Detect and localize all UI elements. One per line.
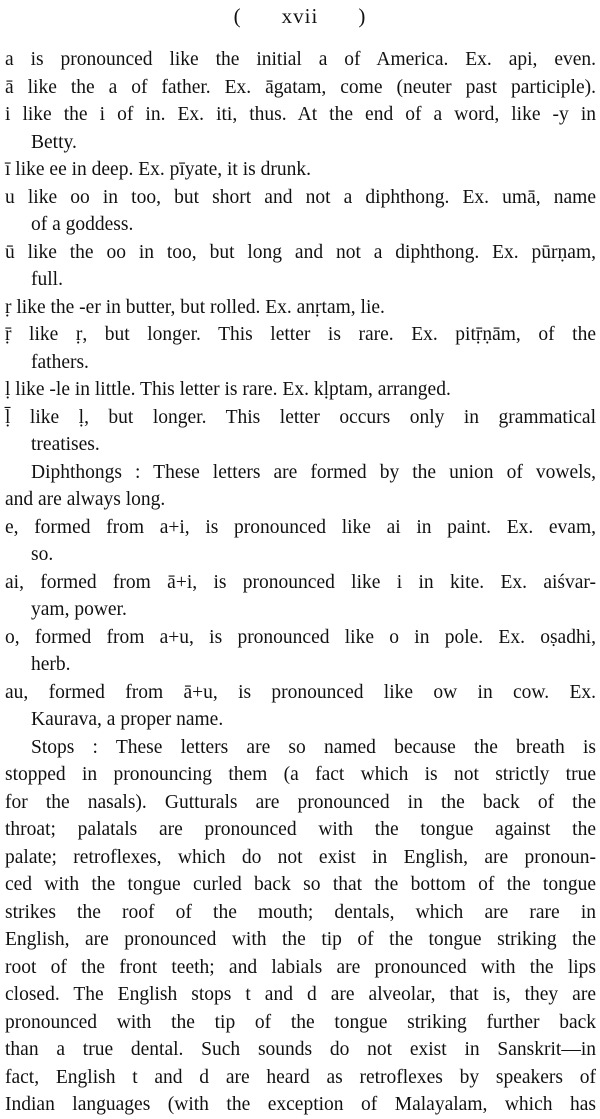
text-line: treatises. xyxy=(31,434,100,455)
text-line: strikes the roof of the mouth; dentals, which are rare in xyxy=(5,901,596,923)
text-line: Kaurava, a proper name. xyxy=(31,709,224,730)
text-line: ū like the oo in too, but long and not a diphthong. Ex. pūrṇam, xyxy=(5,241,596,263)
text-line: pronounced with the tip of the tongue striking further back xyxy=(5,1011,596,1033)
text-line: ī like ee in deep. Ex. pīyate, it is drunk. xyxy=(5,159,311,180)
text-line: yam, power. xyxy=(31,599,127,620)
text-line: Betty. xyxy=(31,131,77,153)
text-line: English, are pronounced with the tip of the tongue striking the xyxy=(5,929,596,950)
text-line: ḷ like -le in little. This letter is rare. Ex. kḷptam, arranged. xyxy=(5,379,451,400)
text-line: Diphthongs : These letters are formed by the union of vowels, xyxy=(31,461,596,483)
text-line: ṝ like ṛ, but longer. This letter is rare. Ex. pitṝṇām, of the xyxy=(5,324,596,345)
text-line: and are always long. xyxy=(5,489,166,510)
text-line: for the nasals). Gutturals are pronounced in the back of the xyxy=(5,791,596,813)
text-line: fathers. xyxy=(31,351,89,373)
text-line: ṛ like the -er in butter, but rolled. Ex. anṛtam, lie. xyxy=(5,296,385,318)
text-line: than a true dental. Such sounds do not exist in Sanskrit—in xyxy=(5,1039,596,1060)
text-line: closed. The English stops t and d are alveolar, that is, they are xyxy=(5,984,596,1005)
text-line: ā like the a of father. Ex. āgatam, come (neuter past participle). xyxy=(5,76,596,98)
text-line: fact, English t and d are heard as retroflexes by speakers of xyxy=(5,1066,596,1088)
text-line: stopped in pronouncing them (a fact which is not strictly true xyxy=(5,764,596,785)
text-line: ai, formed from ā+i, is pronounced like i in kite. Ex. aiśvar- xyxy=(5,571,596,593)
text-line: ḹ like ḷ, but longer. This letter occurs only in grammatical xyxy=(5,406,596,428)
text-line: herb. xyxy=(31,654,71,675)
text-line: root of the front teeth; and labials are pronounced with the lips xyxy=(5,956,596,978)
text-line: so. xyxy=(31,544,54,565)
text-line: Indian languages (with the exception of Malayalam, which has xyxy=(5,1094,596,1115)
text-line: throat; palatals are pronounced with the tongue against the xyxy=(5,819,596,840)
close-paren: ) xyxy=(358,4,367,28)
text-line: o, formed from a+u, is pronounced like o in pole. Ex. oṣadhi, xyxy=(5,626,596,648)
open-paren: ( xyxy=(233,4,242,28)
page-number: xvii xyxy=(281,4,319,28)
text-line: i like the i of in. Ex. iti, thus. At the end of a word, like -y in xyxy=(5,104,596,125)
text-line: of a goddess. xyxy=(31,214,134,235)
body-text xyxy=(0,46,600,1119)
text-line: Stops : These letters are so named because the breath is xyxy=(31,736,596,758)
text-line: ced with the tongue curled back so that the bottom of the tongue xyxy=(5,874,596,895)
text-line: a is pronounced like the initial a of America. Ex. api, even. xyxy=(5,49,596,70)
text-line: palate; retroflexes, which do not exist in English, are pronoun- xyxy=(5,846,596,868)
text-line: u like oo in too, but short and not a diphthong. Ex. umā, name xyxy=(5,186,596,208)
page-number-header xyxy=(0,4,600,29)
text-line: au, formed from ā+u, is pronounced like ow in cow. Ex. xyxy=(5,681,596,703)
text-line: e, formed from a+i, is pronounced like ai in paint. Ex. evam, xyxy=(5,516,596,538)
text-line: full. xyxy=(31,269,63,290)
